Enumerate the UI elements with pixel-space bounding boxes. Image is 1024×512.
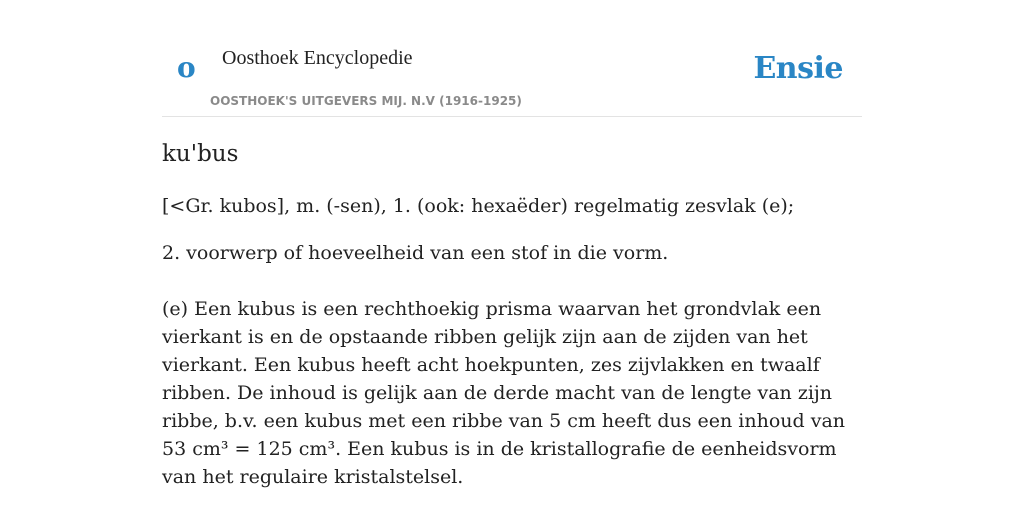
entry-definition-2: 2. voorwerp of hoeveelheid van een stof in die vorm.: [162, 242, 669, 264]
book-title: Oosthoek Encyclopedie: [222, 47, 413, 69]
entry-definition-1: [<Gr. kubos], m. (-sen), 1. (ook: hexaëder) regelmatig zesvlak (e);: [162, 195, 795, 217]
site-header: [162, 0, 862, 117]
entry-headword: ku'bus: [162, 141, 239, 167]
publisher-label: OOSTHOEK'S UITGEVERS MIJ. N.V (1916-1925): [210, 94, 522, 108]
entry-explanation: (e) Een kubus is een rechthoekig prisma waarvan het grondvlak een vierkant is en de opstaande ribben gelijk zijn aan de zijden van het vierkant. Een kubus heeft acht hoekpunten, zes zijvlakken en twaalf ribben. De inhoud is gelijk aan de derde macht van de lengte van zijn ribbe, b.v. een kubus met een ribbe van 5 cm heeft dus een inhoud van 53 cm³ = 125 cm³. Een kubus is in de kristallografie de eenheidsvorm van het regulaire kristalstelsel.: [162, 298, 846, 488]
ensie-brand-link[interactable]: Ensie: [753, 51, 843, 86]
site-logo-icon[interactable]: o: [177, 51, 196, 84]
